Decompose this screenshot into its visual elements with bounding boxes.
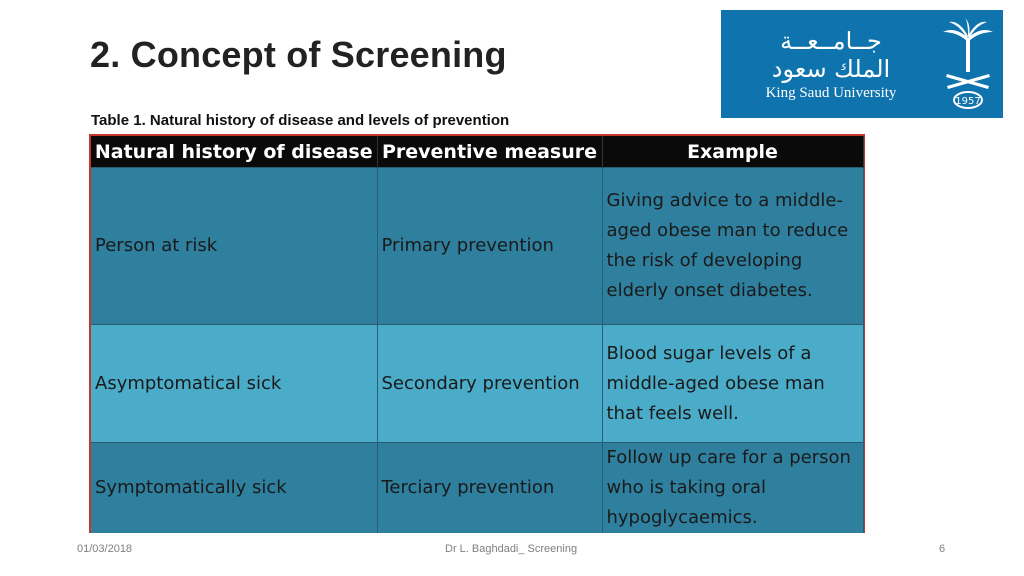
logo-arabic-line1: جــامــعــة bbox=[780, 26, 882, 55]
cell-example: Giving advice to a middle-aged obese man to reduce the risk of developing elderly onset diabetes. bbox=[602, 168, 863, 325]
cell-preventive-measure: Secondary prevention bbox=[377, 325, 602, 443]
university-logo bbox=[721, 10, 1003, 118]
cell-preventive-measure: Primary prevention bbox=[377, 168, 602, 325]
cell-example: Blood sugar levels of a middle-aged obese man that feels well. bbox=[602, 325, 863, 443]
table-row bbox=[91, 325, 863, 443]
palm-swords-emblem-icon bbox=[935, 16, 1001, 112]
cell-natural-history: Asymptomatical sick bbox=[91, 325, 377, 443]
logo-year: 1957 bbox=[955, 96, 981, 107]
prevention-table bbox=[89, 134, 865, 533]
table-row bbox=[91, 443, 863, 534]
table-caption: Table 1. Natural history of disease and levels of prevention bbox=[91, 112, 510, 129]
header-preventive-measure: Preventive measure bbox=[377, 136, 602, 168]
logo-arabic-line2: الملك سعود bbox=[771, 54, 891, 83]
cell-preventive-measure: Terciary prevention bbox=[377, 443, 602, 534]
slide-title: 2. Concept of Screening bbox=[90, 34, 507, 75]
header-natural-history: Natural history of disease bbox=[91, 136, 377, 168]
footer-date: 01/03/2018 bbox=[77, 543, 133, 555]
header-example: Example bbox=[602, 136, 863, 168]
slide-number: 6 bbox=[939, 543, 946, 555]
table-row bbox=[91, 168, 863, 325]
footer-author: Dr L. Baghdadi_ Screening bbox=[445, 543, 578, 555]
cell-natural-history: Symptomatically sick bbox=[91, 443, 377, 534]
cell-natural-history: Person at risk bbox=[91, 168, 377, 325]
logo-english-name: King Saud University bbox=[765, 84, 897, 101]
logo-text bbox=[731, 27, 931, 102]
table-header-row bbox=[91, 136, 863, 168]
cell-example: Follow up care for a person who is taking oral hypoglycaemics. bbox=[602, 443, 863, 534]
